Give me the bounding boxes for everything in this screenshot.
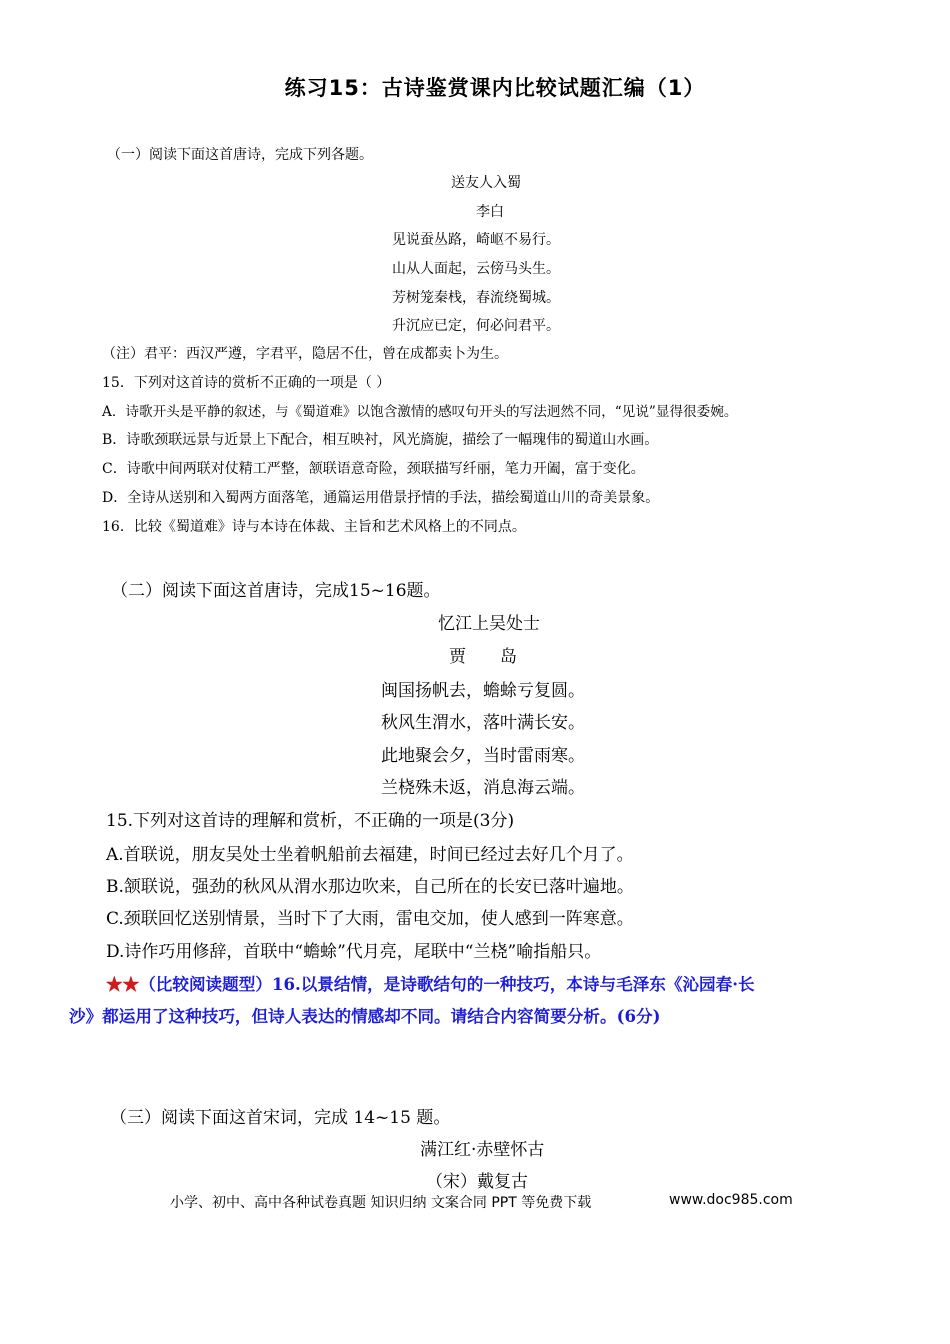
section2-poem-line: 秋风生渭水，落叶满长安。 — [381, 713, 585, 733]
section1-q16: 16．比较《蜀道难》诗与本诗在体裁、主旨和艺术风格上的不同点。 — [102, 519, 526, 535]
section2-q16-text: （比较阅读题型）16.以景结情，是诗歌结句的一种技巧，本诗与毛泽东《沁园春·长 — [139, 974, 755, 994]
section2-q16-line2: 沙》都运用了这种技巧，但诗人表达的情感却不同。请结合内容简要分析。(6分) — [69, 1006, 661, 1026]
section2-poem-line: 此地聚会夕，当时雷雨寒。 — [381, 746, 585, 766]
section1-poem-line: 芳树笼秦栈，春流绕蜀城。 — [392, 290, 560, 306]
section2-poem-title: 忆江上吴处士 — [438, 614, 540, 634]
section1-option: D．全诗从送别和入蜀两方面落笔，通篇运用借景抒情的手法，描绘蜀道山川的奇美景象。 — [102, 490, 660, 506]
section1-option: C．诗歌中间两联对仗精工严整，颔联语意奇险，颈联描写纤丽，笔力开阖，富于变化。 — [102, 461, 645, 477]
page-title: 练习15：古诗鉴赏课内比较试题汇编（1） — [284, 76, 706, 100]
difficulty-stars: ★★ — [106, 974, 140, 994]
section2-heading: （二）阅读下面这首唐诗，完成15~16题。 — [111, 581, 441, 601]
section1-note: （注）君平：西汉严遵，字君平，隐居不仕，曾在成都卖卜为生。 — [102, 346, 508, 362]
section2-poem-line: 闽国扬帆去，蟾蜍亏复圆。 — [381, 681, 585, 701]
section1-option: A．诗歌开头是平静的叙述，与《蜀道难》以饱含激情的感叹句开头的写法迥然不同，“见说”显得很委婉。 — [102, 404, 738, 420]
section1-poem-line: 升沉应已定，何必问君平。 — [392, 318, 560, 334]
section1-poem-line: 见说蚕丛路，崎岖不易行。 — [392, 232, 560, 248]
section2-author: 贾 岛 — [449, 647, 517, 667]
footer-text: 小学、初中、高中各种试卷真题 知识归纳 文案合同 PPT 等免费下载 — [170, 1195, 592, 1211]
section2-option: D.诗作巧用修辞，首联中“蟾蜍”代月亮，尾联中“兰桡”喻指船只。 — [106, 942, 602, 962]
section1-option: B．诗歌颈联远景与近景上下配合，相互映衬，风光旖旎，描绘了一幅瑰伟的蜀道山水画。 — [102, 432, 659, 448]
section3-poem-title: 满江红·赤壁怀古 — [420, 1140, 545, 1160]
section1-author: 李白 — [476, 204, 504, 220]
section2-q15: 15.下列对这首诗的理解和赏析，不正确的一项是(3分) — [106, 811, 515, 831]
section3-author: （宋）戴复古 — [426, 1172, 528, 1192]
footer-url-link[interactable]: www.doc985.com — [669, 1192, 793, 1208]
section2-option: C.颈联回忆送别情景，当时下了大雨，雷电交加，使人感到一阵寒意。 — [106, 909, 634, 929]
section1-heading: （一）阅读下面这首唐诗，完成下列各题。 — [107, 147, 373, 163]
section3-heading: （三）阅读下面这首宋词，完成 14~15 题。 — [110, 1108, 451, 1128]
section2-option: B.颔联说，强劲的秋风从渭水那边吹来，自己所在的长安已落叶遍地。 — [106, 877, 634, 897]
section2-option: A.首联说，朋友吴处士坐着帆船前去福建，时间已经过去好几个月了。 — [106, 845, 634, 865]
section1-q15: 15．下列对这首诗的赏析不正确的一项是（ ） — [102, 375, 391, 391]
section2-poem-line: 兰桡殊未返，消息海云端。 — [381, 778, 585, 798]
section1-poem-line: 山从人面起，云傍马头生。 — [392, 261, 560, 277]
section2-q16-line1 — [106, 971, 755, 995]
section1-poem-title: 送友人入蜀 — [451, 175, 521, 191]
